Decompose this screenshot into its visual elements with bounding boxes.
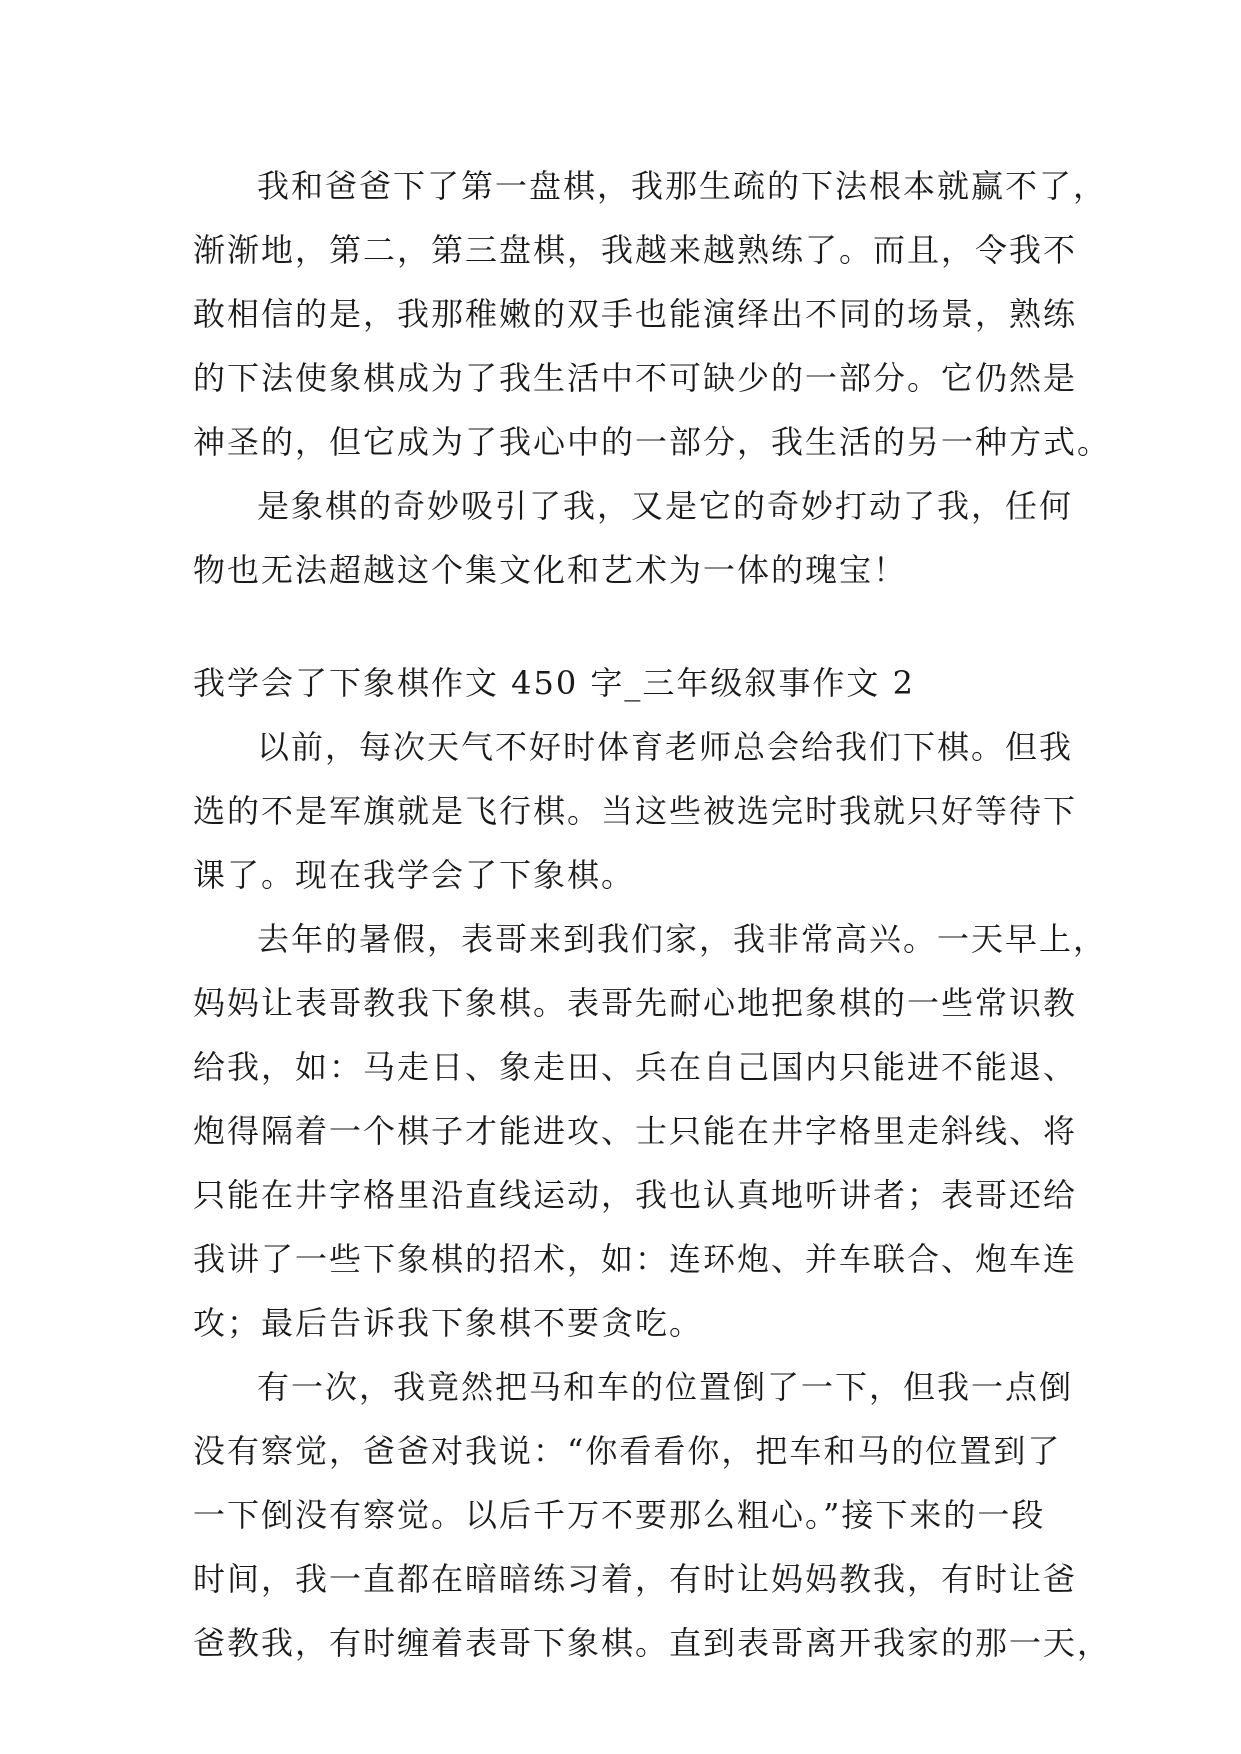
paragraph-line: 以前，每次天气不好时体育老师总会给我们下棋。但我	[257, 728, 1074, 766]
paragraph-line: 只能在井字格里沿直线运动，我也认真地听讲者；表哥还给	[193, 1176, 1078, 1214]
paragraph-line: 没有察觉，爸爸对我说：“你看看你，把车和马的位置到了	[193, 1432, 1062, 1470]
paragraph-line: 选的不是军旗就是飞行棋。当这些被选完时我就只好等待下	[193, 792, 1078, 830]
paragraph-line: 有一次，我竟然把马和车的位置倒了一下，但我一点倒	[257, 1368, 1074, 1406]
paragraph-line: 物也无法超越这个集文化和艺术为一体的瑰宝！	[193, 551, 908, 589]
paragraph-line: 敢相信的是，我那稚嫩的双手也能演绎出不同的场景，熟练	[193, 295, 1078, 333]
paragraph-line: 攻；最后告诉我下象棋不要贪吃。	[193, 1304, 704, 1342]
paragraph-line: 我和爸爸下了第一盘棋，我那生疏的下法根本就赢不了，	[257, 167, 1108, 205]
paragraph-line: 神圣的，但它成为了我心中的一部分，我生活的另一种方式。	[193, 423, 1112, 461]
paragraph-line: 时间，我一直都在暗暗练习着，有时让妈妈教我，有时让爸	[193, 1560, 1078, 1598]
paragraph-line: 的下法使象棋成为了我生活中不可缺少的一部分。它仍然是	[193, 359, 1078, 397]
paragraph-line: 爸教我，有时缠着表哥下象棋。直到表哥离开我家的那一天，	[193, 1624, 1112, 1662]
paragraph-line: 给我，如：马走日、象走田、兵在自己国内只能进不能退、	[193, 1048, 1078, 1086]
paragraph-line: 我讲了一些下象棋的招术，如：连环炮、并车联合、炮车连	[193, 1240, 1078, 1278]
paragraph-line: 妈妈让表哥教我下象棋。表哥先耐心地把象棋的一些常识教	[193, 984, 1078, 1022]
section-heading: 我学会了下象棋作文 450 字_三年级叙事作文 2	[193, 664, 915, 702]
paragraph-line: 去年的暑假，表哥来到我们家，我非常高兴。一天早上，	[257, 920, 1108, 958]
paragraph-line: 渐渐地，第二，第三盘棋，我越来越熟练了。而且，令我不	[193, 231, 1078, 269]
paragraph-line: 一下倒没有察觉。以后千万不要那么粗心。”接下来的一段	[193, 1496, 1046, 1534]
paragraph-line: 炮得隔着一个棋子才能进攻、士只能在井字格里走斜线、将	[193, 1112, 1078, 1150]
paragraph-line: 课了。现在我学会了下象棋。	[193, 856, 636, 894]
paragraph-line: 是象棋的奇妙吸引了我，又是它的奇妙打动了我，任何	[257, 487, 1074, 525]
